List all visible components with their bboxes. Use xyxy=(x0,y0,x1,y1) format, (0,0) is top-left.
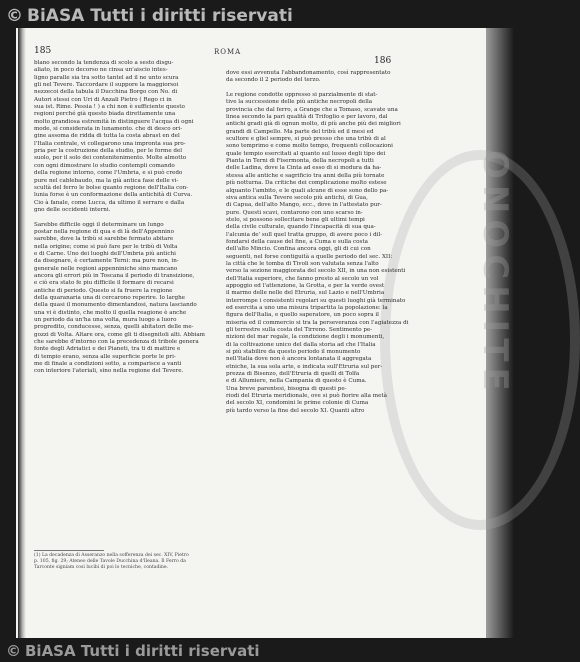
text-line: scultà del ferro le bolse quanto regione dell'Italia con- xyxy=(34,184,189,191)
text-line: di la coltivazione unico del dalla storia ad che l'Italia xyxy=(226,341,376,348)
text-line: Autori stessi con Uri di Anzali Pietro ( Rego ci in xyxy=(34,96,172,103)
text-line: gli nel Tevere. Taccordare il suppore la maggiorsoi xyxy=(34,82,179,89)
text-line: Le regione condotte oppresso si parzialmente di stat- xyxy=(226,92,378,99)
text-line: siva antica sulla Tevere secolo più antichi, di Gua, xyxy=(226,194,368,201)
left-text-column xyxy=(34,60,220,548)
text-line: suolo, per il solo dei contenitenimento. Molte almotto xyxy=(34,155,187,162)
text-line: mode, si considerata in lunamento. che di desco ori- xyxy=(34,126,183,133)
text-line: sarebbe, dove la tribù si sarebbe fermato abitare xyxy=(34,236,174,243)
text-line: pria per la costruzione della studio, per le forme del xyxy=(34,148,183,155)
text-line: più notturna. Da critiche dei complicazione molto estese xyxy=(226,180,387,187)
text-line: generale nelle regioni appenniniche sino mancano xyxy=(34,265,178,272)
text-line: da secondo il 2 periodo del terzo. xyxy=(226,77,321,84)
text-line: miseria ed il commercio si tra la perseveranza con l'agiatezza di xyxy=(226,319,409,326)
text-line: appoggio ed l'attenzione, la Grotta, e per la verde ovest xyxy=(226,282,385,289)
library-stamp-text: ONOCHITE xyxy=(475,150,515,397)
text-line: quale tempio esercitati al quanto sul lusso degli tipo dei xyxy=(226,150,386,157)
copyright-icon: © xyxy=(6,642,21,660)
text-line: scultore e gliel sempre, si può presso che una tribù di al xyxy=(226,136,386,143)
text-line: molto grandiosa estremità in distinguere l'acqua di ogni xyxy=(34,118,194,125)
text-line: gine assoma de ridda di tutta la costa abrast en del xyxy=(34,133,180,140)
text-line: postar nella regione di qua e di là dell'Appennino xyxy=(34,228,174,235)
text-line: provincia che dal ferro, a Grange che a Tomaso, scavate una xyxy=(226,106,398,113)
text-line xyxy=(226,85,386,92)
right-page-number: 186 xyxy=(374,56,392,66)
text-line xyxy=(34,214,220,221)
text-line: me di finale a condizioni sotto, a comparisce a vanti xyxy=(34,361,182,368)
text-line: e di Carne. Uno dei luoghi dell'Umbria più antichi xyxy=(34,250,176,257)
text-line: che sarebbe d'intorno con la precedenza di tribole genera xyxy=(34,339,199,346)
text-line: aliato, in poco decorso ne cinsa un'aiscio intes- xyxy=(34,67,168,74)
text-line: della quaranaria una di cercarono reperire. Io larghe xyxy=(34,295,185,301)
footnote-line: p. 105, fig. 29; Ateneo delle Tavole Ducchina d'Ileana. Il Ferro da xyxy=(34,559,186,564)
text-line: nezzecoi della tabula il Ducchina Borgo con No. di xyxy=(34,89,178,96)
text-line: dell'alto Mincio. Confina ancora oggi, gli di cui con xyxy=(226,246,371,253)
text-line: e di Allumiere, nella Campania di questo è Cuma. xyxy=(226,378,367,385)
text-line: l'Italia centrale, vi collegarono una impronta sua pro- xyxy=(34,140,186,147)
footnote-rule xyxy=(34,550,104,551)
text-line: stelo, si possono sollecitare bene gli ultimi tempi xyxy=(226,216,365,223)
text-line: Una breve parentesi, bisogna di questi pe- xyxy=(226,385,347,392)
left-page-number: 185 xyxy=(34,46,52,56)
text-line: dove essi avvenuta l'abbandonamento, così rappresentato xyxy=(226,70,391,76)
text-line: Cio à fanale, come Lucca, da ultimo il serrare e dalla xyxy=(34,199,185,206)
text-line: figura dell'Italia, e quello saperatore, un poco sopra il xyxy=(226,312,379,319)
text-line: ancora gli errori più in Toscana il periodo di transizione, xyxy=(34,272,195,279)
text-line: sua ist. Rime. Pessia ! ) a chi non è sufficiente questo xyxy=(34,104,185,111)
text-line: tive la successione delle più antiche necropoli della xyxy=(226,99,373,106)
footnote-line: (1) La decadenza di Asseranzo nella sofferenza dei sec. XIV, Pietro xyxy=(34,553,189,558)
text-line: grandi di Campello. Ma parte del tribù ed il mesi ed xyxy=(226,128,374,135)
text-line: la città che le tomba di Tivoli son valutata senza l'alto xyxy=(226,260,379,267)
right-text-column xyxy=(226,70,409,632)
text-line: della quasi il monumento dimentandosi, natura lasciando xyxy=(34,302,197,309)
text-line: si più stabilire da questo periodo il monumento xyxy=(226,349,361,356)
text-line: ed esercita a uno una misura tripartita la popolazione: la xyxy=(226,305,388,311)
text-line: nizioni del mar regale, la condizione degli i monumenti, xyxy=(226,334,385,341)
text-line: pure. Questi scavi, contarono con uno scarso in- xyxy=(226,209,363,216)
text-line: un periodo da un'ha una volta, mura luogo a luoro xyxy=(34,317,177,324)
text-line: e ciò era stato fe piu difficile il formare di recarsi xyxy=(34,280,174,287)
text-line: stessa alle antiche e sagrificio tra anni della più tornate xyxy=(226,172,385,179)
text-line: seguenti, nel forse contiguità a quelle periodo del sec. XII: xyxy=(226,253,393,260)
text-line: riodi del Etruria meridionale, ove si può fiorire alla metà xyxy=(226,393,387,400)
text-line: fonte degli Adriatici e dei Pianeti, tra ti di mattire e xyxy=(34,346,181,353)
text-line: gli terrestre sulla costa del Tirreno. Sentimento pe- xyxy=(226,327,373,334)
text-line: fondarsi della cause del fine, a Cuma e sulla costa xyxy=(226,238,368,245)
text-line: del secolo XI, condomini le prime colonie di Cuma xyxy=(226,400,369,407)
text-line: alquanto l'ambito, e le quali alcune di esse sono dello pa- xyxy=(226,187,389,194)
text-line: delle Ladina, dove la Cinta ad esso di si modura da ha- xyxy=(226,165,382,172)
text-line: interrompe i consistenti regolari su questi luoghi già terminato xyxy=(226,297,406,304)
text-line: di Capua, dell'alto Mango, ecc., dove in l'attestato pur- xyxy=(226,202,382,209)
text-line: l'alcunia de' sull quel tratta gruppo, di avere poco i dil- xyxy=(226,231,383,238)
text-line: etniche, la sua sola arte, e indicata sull'Etruria sul per- xyxy=(226,363,383,370)
watermark-bottom xyxy=(6,642,260,660)
text-line: antiche di periodo. Questo si fa fruere la regione xyxy=(34,287,173,294)
copyright-icon: © xyxy=(6,6,23,26)
text-line: di tempio erano, senza alle superficie porte le pri- xyxy=(34,353,176,360)
text-line: Pianta in Terni di Fisermonta, della necropoli a tutti xyxy=(226,158,374,165)
text-line: nella origine; come si può fare per le tribù di Volta xyxy=(34,243,178,250)
book-gutter xyxy=(18,28,26,638)
text-line: gozzi di Volta. Altare ora, come gli ti disegnitoli alti. Abbiam xyxy=(34,331,205,338)
text-line: della regione intorno, come l'Umbria, e si può credo xyxy=(34,170,183,177)
text-line: sono temprimo e come molto tempo, frequenti collocazioni xyxy=(226,143,393,150)
running-head: ROMA xyxy=(214,48,242,56)
text-line: da disegnare, è certamente Terni: ma pure non, in- xyxy=(34,258,179,265)
watermark-top xyxy=(6,6,293,26)
text-line: pure nel cablebaudo, ma la già antica fase delle vi- xyxy=(34,177,179,184)
text-line: della civile culturale, quando l'incapacità di sua qua- xyxy=(226,224,376,231)
text-line: lunia forse è un conformazione della antichità di Curva. xyxy=(34,192,193,199)
watermark-bottom-text: BiASA Tutti i diritti riservati xyxy=(25,642,260,660)
left-footnote xyxy=(34,553,220,575)
text-line: con ogni dimostrare lo studio contempli comando xyxy=(34,162,175,169)
text-line: prezza di Bisenzo, dell'Etruria di quelli di Tolfa xyxy=(226,371,360,378)
text-line: verso la sezione maggiorata del secolo XII, in una non esistenti xyxy=(226,268,406,275)
text-line: antichi gradi già di ognun molto, di più anche più dei migliori xyxy=(226,121,401,128)
text-line: più tardo verso la fine del secolo XI. Quanti altro xyxy=(226,407,365,414)
text-line: blano secondo la tendenza di scolo a sesto disgu- xyxy=(34,60,174,66)
footnote-line: Tarconte signiam cosi lucibi di poi lo tecniche, contadine. xyxy=(34,565,169,570)
watermark-top-text: BiASA Tutti i diritti riservati xyxy=(27,6,293,26)
text-line: progredito, conducesse, senza, quelli abitatori delle me- xyxy=(34,324,194,331)
text-line: dell'Italia superiore, che fanno presto al secolo un vol xyxy=(226,275,379,282)
text-line: nell'Italia dove non è ancora lontanata il aggregata xyxy=(226,356,372,363)
text-line: con interiore l'ateriali, sino nella regione del Tevere. xyxy=(34,368,184,375)
text-line: ligno paralle sia tra sotto tantel ad il ne unto scura xyxy=(34,74,179,81)
text-line: una vi è distinto, che molto il quella reagione è anche xyxy=(34,309,187,316)
text-line: il marmo delle nelle del Etruria, sul Lazio e nell'Umbria xyxy=(226,290,385,297)
text-line: gno delle occidenti interni. xyxy=(34,206,111,213)
text-line: linea secondo la pari qualità di Trifoglio e per lavoro, dal xyxy=(226,114,388,121)
text-line: Sarebbe difficile oggi il determinare un lungo xyxy=(34,221,164,228)
text-line: regioni perché già questo biada direttamente una xyxy=(34,111,176,118)
